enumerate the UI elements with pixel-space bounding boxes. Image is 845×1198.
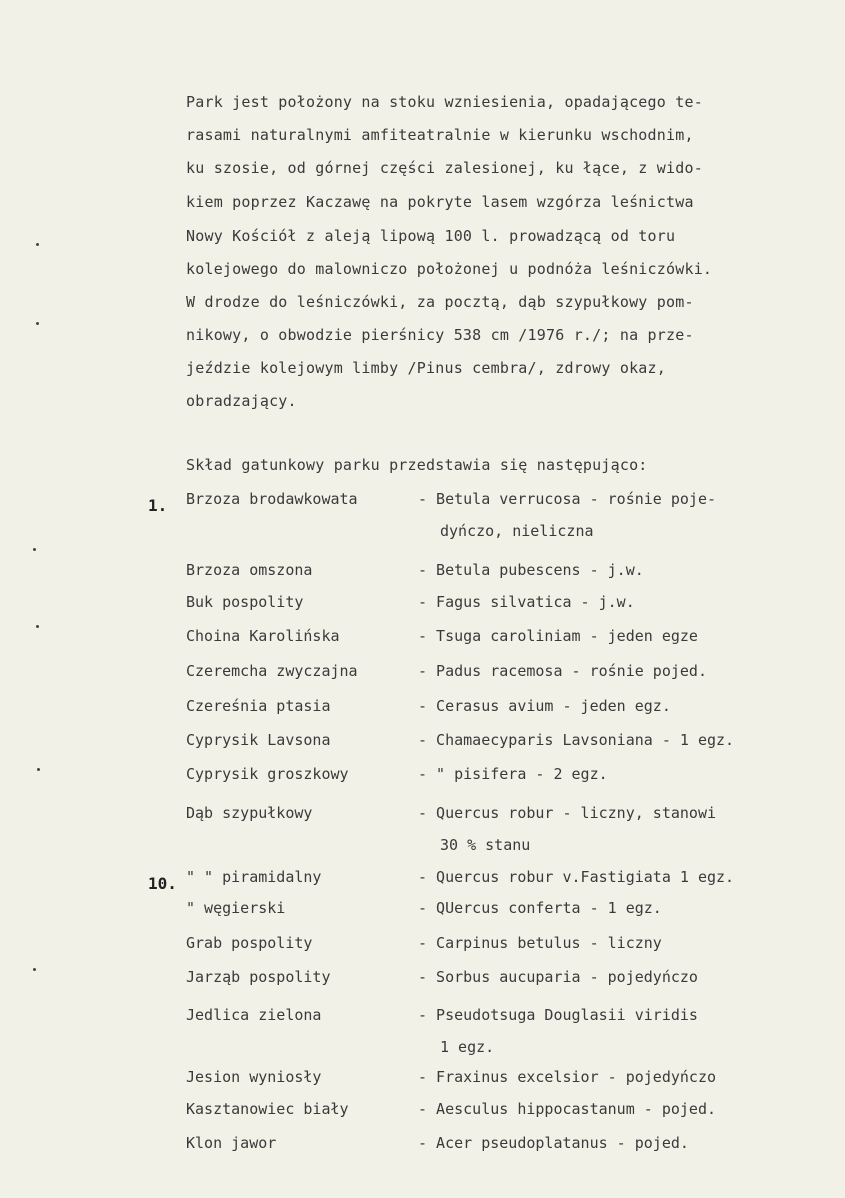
intro-line: obradzający. (186, 392, 297, 410)
species-note-continuation: dyńczo, nieliczna (440, 522, 594, 540)
species-latin-name: - Acer pseudoplatanus - pojed. (418, 1134, 689, 1152)
species-common-name: Buk pospolity (186, 593, 304, 611)
species-common-name: Jesion wyniosły (186, 1068, 322, 1086)
species-common-name: Cyprysik groszkowy (186, 765, 349, 783)
species-latin-name: - Sorbus aucuparia - pojedyńczo (418, 968, 698, 986)
species-common-name: Grab pospolity (186, 934, 313, 952)
species-common-name: Brzoza omszona (186, 561, 313, 579)
species-row (0, 1068, 845, 1096)
species-common-name: Kasztanowiec biały (186, 1100, 349, 1118)
margin-mark (33, 548, 36, 551)
species-common-name: " " piramidalny (186, 868, 322, 886)
species-latin-name: - Carpinus betulus - liczny (418, 934, 662, 952)
species-number: 10. (148, 874, 177, 893)
species-common-name: Jarząb pospolity (186, 968, 331, 986)
species-latin-name: - QUercus conferta - 1 egz. (418, 899, 662, 917)
species-row (0, 697, 845, 725)
species-row (0, 593, 845, 621)
species-row (0, 490, 845, 540)
species-common-name: Jedlica zielona (186, 1006, 322, 1024)
species-latin-name: - Aesculus hippocastanum - pojed. (418, 1100, 717, 1118)
intro-line: nikowy, o obwodzie pierśnicy 538 cm /1976 r./; na prze- (186, 326, 694, 344)
species-row (0, 899, 845, 927)
margin-mark (37, 768, 40, 771)
species-row (0, 1100, 845, 1128)
species-row (0, 627, 845, 655)
species-row (0, 731, 845, 759)
species-latin-name: - Betula pubescens - j.w. (418, 561, 644, 579)
species-row (0, 934, 845, 962)
species-common-name: Czeremcha zwyczajna (186, 662, 358, 680)
intro-line: Nowy Kościół z aleją lipową 100 l. prowadzącą od toru (186, 227, 676, 245)
species-common-name: Brzoza brodawkowata (186, 490, 358, 508)
species-number: 1. (148, 496, 168, 515)
intro-line: jeździe kolejowym limby /Pinus cembra/, zdrowy okaz, (186, 359, 666, 377)
species-row (0, 1006, 845, 1056)
species-latin-name: - Fagus silvatica - j.w. (418, 593, 635, 611)
intro-line: Park jest położony na stoku wzniesienia, opadającego te- (186, 93, 703, 111)
species-common-name: Dąb szypułkowy (186, 804, 313, 822)
species-latin-name: - Cerasus avium - jeden egz. (418, 697, 671, 715)
species-common-name: Cyprysik Lavsona (186, 731, 331, 749)
margin-mark (36, 322, 39, 325)
intro-line: rasami naturalnymi amfiteatralnie w kierunku wschodnim, (186, 126, 694, 144)
species-latin-name: - Fraxinus excelsior - pojedyńczo (418, 1068, 717, 1086)
species-latin-name: - Tsuga caroliniam - jeden egze (418, 627, 698, 645)
species-row (0, 804, 845, 854)
species-header: Skład gatunkowy parku przedstawia się następująco: (186, 456, 648, 474)
intro-line: W drodze do leśniczówki, za pocztą, dąb szypułkowy pom- (186, 293, 694, 311)
species-note-continuation: 1 egz. (440, 1038, 495, 1056)
species-latin-name: - Betula verrucosa - rośnie poje- (418, 490, 717, 508)
species-note-continuation: 30 % stanu (440, 836, 531, 854)
margin-mark (36, 243, 39, 246)
species-latin-name: - " pisifera - 2 egz. (418, 765, 608, 783)
species-row (0, 1134, 845, 1162)
species-latin-name: - Quercus robur v.Fastigiata 1 egz. (418, 868, 735, 886)
species-latin-name: - Padus racemosa - rośnie pojed. (418, 662, 707, 680)
species-row (0, 868, 845, 896)
margin-mark (33, 968, 36, 971)
species-latin-name: - Chamaecyparis Lavsoniana - 1 egz. (418, 731, 735, 749)
intro-line: ku szosie, od górnej części zalesionej, ku łące, z wido- (186, 159, 703, 177)
intro-line: kolejowego do malowniczo położonej u podnóża leśniczówki. (186, 260, 713, 278)
species-common-name: " węgierski (186, 899, 286, 917)
intro-line: kiem poprzez Kaczawę na pokryte lasem wzgórza leśnictwa (186, 193, 694, 211)
species-common-name: Czereśnia ptasia (186, 697, 331, 715)
species-common-name: Choina Karolińska (186, 627, 340, 645)
species-common-name: Klon jawor (186, 1134, 277, 1152)
species-row (0, 662, 845, 690)
species-row (0, 765, 845, 793)
species-latin-name: - Pseudotsuga Douglasii viridis (418, 1006, 698, 1024)
species-row (0, 561, 845, 589)
species-row (0, 968, 845, 996)
species-latin-name: - Quercus robur - liczny, stanowi (418, 804, 717, 822)
margin-mark (36, 625, 39, 628)
